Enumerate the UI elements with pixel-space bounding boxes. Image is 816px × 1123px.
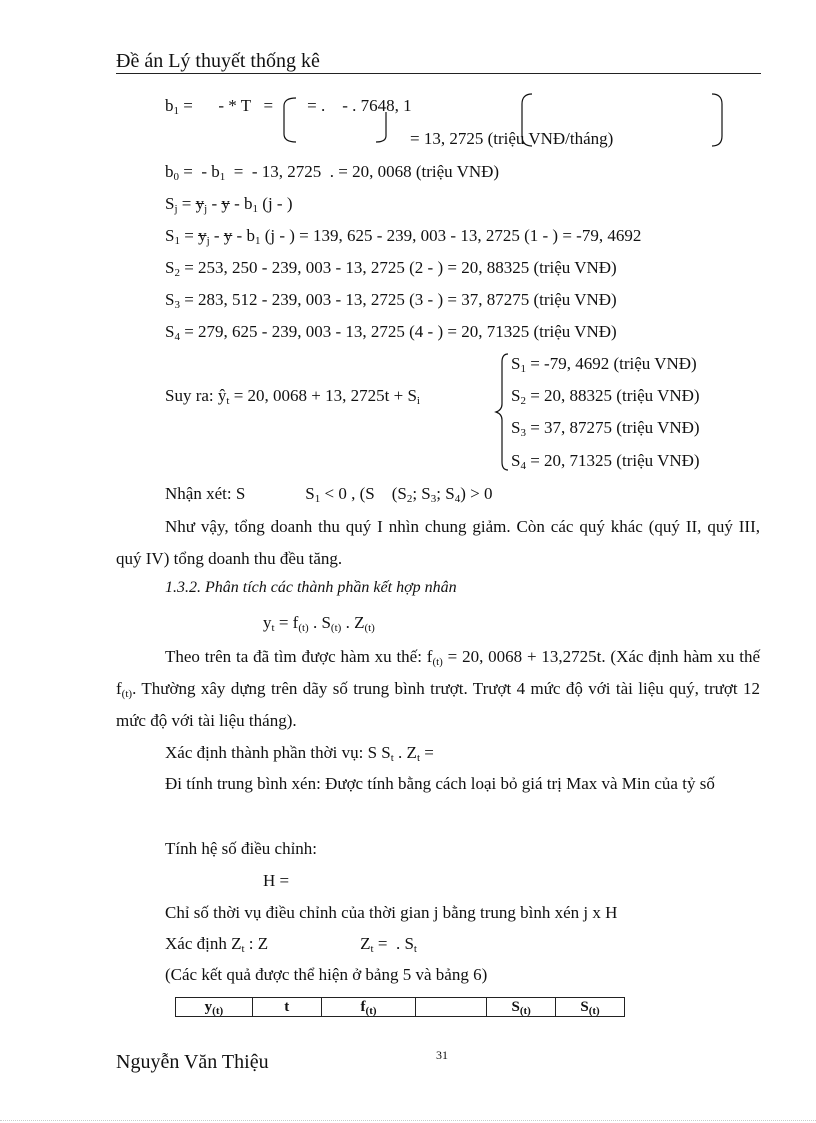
small-bracket-icon bbox=[374, 110, 388, 146]
eq-suy-ra: Suy ra: $ŷ_t = 20$, 0068 + 13, $2725t + S_i$ bbox=[165, 386, 420, 407]
results-table bbox=[175, 997, 625, 1017]
paragraph-adjustment: Tính hệ số điều chỉnh: bbox=[165, 839, 318, 858]
remark-line: Nhận xét: S $S_1 < 0$ , (S ($S_2$; $S_3$; $S_4) > 0$ bbox=[165, 484, 493, 505]
page-bottom-border bbox=[0, 1120, 816, 1121]
paragraph-summary: Như vậy, tổng doanh thu quý I nhìn chung giảm. Còn các quý khác (quý II, quý III, quý IV) tổng doanh thu đều tăng. bbox=[116, 517, 760, 568]
eq-s2: $S_2 = 253$, 250 - 239, 003 - 13, 2725 (2 - ) = 20, 88325 (triệu VNĐ) bbox=[165, 258, 617, 279]
table-cell bbox=[416, 998, 487, 1017]
footer-author: Nguyễn Văn Thiệu bbox=[116, 1051, 269, 1073]
cases-brace-icon bbox=[494, 352, 510, 472]
case-s2: $S_2 = 20$, 88325 (triệu VNĐ) bbox=[511, 386, 700, 407]
table-cell: $y_{(t)}$ bbox=[176, 998, 253, 1017]
paragraph-trimmed-mean: Đi tính trung bình xén: Được tính bằng cách loại bỏ giá trị Max và Min của tỷ số bbox=[165, 774, 715, 793]
page-header-title: Đề án Lý thuyết thống kê bbox=[116, 50, 320, 72]
eq-s4: $S_4 = 279$, 625 - 239, 003 - 13, 2725 (4 - ) = 20, 71325 (triệu VNĐ) bbox=[165, 322, 617, 343]
table-cell: $S_{(t)}$ bbox=[556, 998, 625, 1017]
eq-b1: $b_1$ = - * T = = . - . 7648, 1 bbox=[165, 96, 412, 117]
eq-sj: $S_j = y_j - y - b_1$ (j - ) bbox=[165, 194, 293, 215]
table-cell: $S_{(t)}$ bbox=[487, 998, 556, 1017]
table-row bbox=[176, 998, 625, 1017]
paragraph-seasonal: Xác định thành phần thời vụ: S $S_t$ . $Z_t$ = bbox=[165, 743, 434, 764]
case-s1: $S_1 = -79$, 4692 (triệu VNĐ) bbox=[511, 354, 697, 375]
case-s4: $S_4 = 20$, 71325 (triệu VNĐ) bbox=[511, 451, 700, 472]
eq-b0: $b_0$ = - $b_1$ = - 13, 2725 . = 20, 0068 (triệu VNĐ) bbox=[165, 162, 500, 183]
page-number: 31 bbox=[436, 1048, 448, 1062]
case-s3: $S_3 = 37$, 87275 (triệu VNĐ) bbox=[511, 418, 700, 439]
paragraph-zt: Xác định $Z_t$ : Z $Z_t$ = . $S_t$ bbox=[165, 934, 417, 955]
eq-s1: $S_1 = y_j - y - b_1$ (j - ) = 139, 625 - 239, 003 - 13, 2725 (1 - ) = -79, 4692 bbox=[165, 226, 642, 247]
table-cell: t bbox=[252, 998, 321, 1017]
eq-h: H = bbox=[263, 871, 290, 890]
right-paren-icon bbox=[710, 92, 726, 148]
left-bracket-icon bbox=[280, 96, 300, 144]
header-divider bbox=[116, 73, 761, 74]
paragraph-index: Chỉ số thời vụ điều chỉnh của thời gian j bằng trung bình xén j x H bbox=[165, 903, 618, 922]
table-cell: $f_{(t)}$ bbox=[321, 998, 416, 1017]
section-heading: 1.3.2. Phân tích các thành phần kết hợp nhân bbox=[165, 579, 457, 596]
paragraph-results: (Các kết quả được thể hiện ở bảng 5 và bảng 6) bbox=[165, 965, 488, 984]
eq-s3: $S_3 = 283$, 512 - 239, 003 - 13, 2725 (3 - ) = 37, 87275 (triệu VNĐ) bbox=[165, 290, 617, 311]
paragraph-trend: Theo trên ta đã tìm được hàm xu thế: $f_{(t)} = 20$, 0068 + 13,2725t. (Xác định hàm xu thế $f_{(t)}$. Thường xây dựng trên dãy số trung bình trượt. Trượt 4 mức độ với tài liệu quý, trượt 12 mức độ với tài liệu tháng). bbox=[116, 647, 761, 730]
eq-b1-result: = 13, 2725 (triệu VNĐ/tháng) bbox=[410, 129, 614, 148]
eq-yt: $y_t = f_{(t)}$ . $S_{(t)}$ . $Z_{(t)}$ bbox=[263, 613, 375, 634]
